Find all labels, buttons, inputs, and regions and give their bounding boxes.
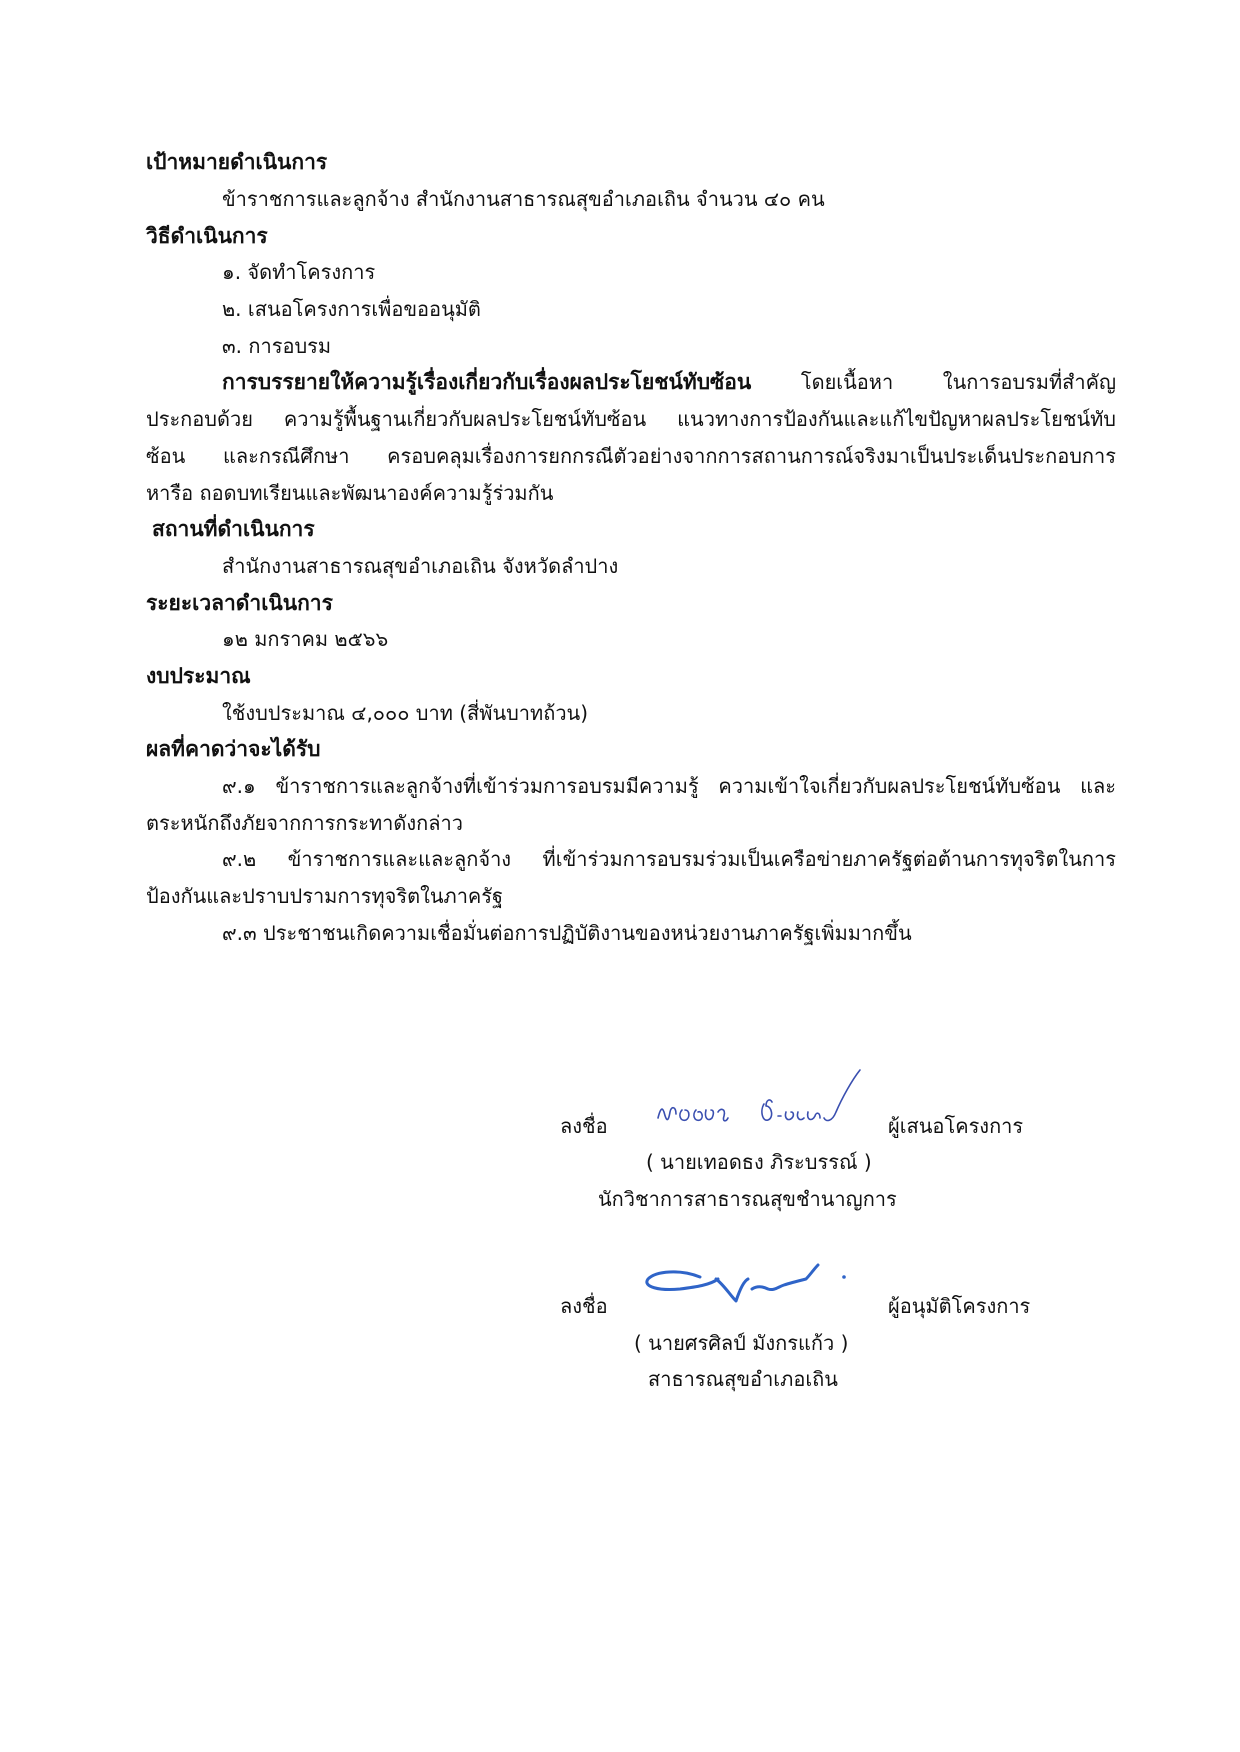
proposer-role: ผู้เสนอโครงการ <box>888 1114 1024 1138</box>
lecture-line1-rest: โดยเนื้อหา ในการอบรมที่สำคัญ <box>751 370 1116 394</box>
period-text: ๑๒ มกราคม ๒๕๖๖ <box>222 627 389 651</box>
result-1-line-2: ตระหนักถึงภัยจากการกระทาดังกล่าว <box>146 811 463 835</box>
approver-signature <box>640 1255 870 1325</box>
method-item-2: ๒. เสนอโครงการเพื่อขออนุมัติ <box>222 297 481 321</box>
proposer-name: ( นายเทอดธง ภิระบรรณ์ ) <box>646 1150 872 1174</box>
lecture-paragraph-line-2: ประกอบด้วย ความรู้พื้นฐานเกี่ยวกับผลประโยชน์ทับซ้อน แนวทางการป้องกันและแก้ไขปัญหาผลประโยชน์ทับ <box>146 407 1116 431</box>
result-3-line-1: ๙.๓ ประชาชนเกิดความเชื่อมั่นต่อการปฏิบัติงานของหน่วยงานภาครัฐเพิ่มมากขึ้น <box>222 921 912 945</box>
proposer-signature <box>640 1060 870 1150</box>
lecture-paragraph-line-3: ซ้อน และกรณีศึกษา ครอบคลุมเรื่องการยกกรณีตัวอย่างจากการสถานการณ์จริงมาเป็นประเด็นประกอบการ <box>146 444 1116 468</box>
lecture-paragraph-line-1 <box>146 368 1116 396</box>
method-item-3: ๓. การอบรม <box>222 334 332 358</box>
method-item-1: ๑. จัดทำโครงการ <box>222 260 376 284</box>
lecture-lead: การบรรยายให้ความรู้เรื่องเกี่ยวกับเรื่องผลประโยชน์ทับซ้อน <box>222 370 752 394</box>
target-text: ข้าราชการและลูกจ้าง สำนักงานสาธารณสุขอำเภอเถิน จำนวน ๔๐ คน <box>222 187 825 211</box>
proposer-sign-label: ลงชื่อ <box>560 1114 608 1138</box>
results-heading: ผลที่คาดว่าจะได้รับ <box>146 737 321 761</box>
location-heading: สถานที่ดำเนินการ <box>152 517 315 541</box>
approver-sign-label: ลงชื่อ <box>560 1294 608 1318</box>
approver-name: ( นายศรศิลป์ มังกรแก้ว ) <box>634 1331 849 1355</box>
approver-position: สาธารณสุขอำเภอเถิน <box>648 1367 838 1391</box>
result-1-line-1: ๙.๑ ข้าราชการและลูกจ้างที่เข้าร่วมการอบรมมีความรู้ ความเข้าใจเกี่ยวกับผลประโยชน์ทับซ้อน และ <box>222 774 1116 798</box>
period-heading: ระยะเวลาดำเนินการ <box>146 591 333 615</box>
budget-text: ใช้งบประมาณ ๔,๐๐๐ บาท (สี่พันบาทถ้วน) <box>222 701 589 725</box>
approver-role: ผู้อนุมัติโครงการ <box>888 1294 1031 1318</box>
method-heading: วิธีดำเนินการ <box>146 224 268 248</box>
proposer-position: นักวิชาการสาธารณสุขชำนาญการ <box>598 1187 897 1211</box>
target-heading: เป้าหมายดำเนินการ <box>146 150 328 174</box>
location-text: สำนักงานสาธารณสุขอำเภอเถิน จังหวัดลำปาง <box>222 554 619 578</box>
budget-heading: งบประมาณ <box>146 664 251 688</box>
lecture-paragraph-line-4: หารือ ถอดบทเรียนและพัฒนาองค์ความรู้ร่วมกัน <box>146 481 554 505</box>
result-2-line-2: ป้องกันและปราบปรามการทุจริตในภาครัฐ <box>146 884 504 908</box>
result-2-line-1: ๙.๒ ข้าราชการและและลูกจ้าง ที่เข้าร่วมการอบรมร่วมเป็นเครือข่ายภาครัฐต่อต้านการทุจริตในการ <box>222 847 1116 871</box>
